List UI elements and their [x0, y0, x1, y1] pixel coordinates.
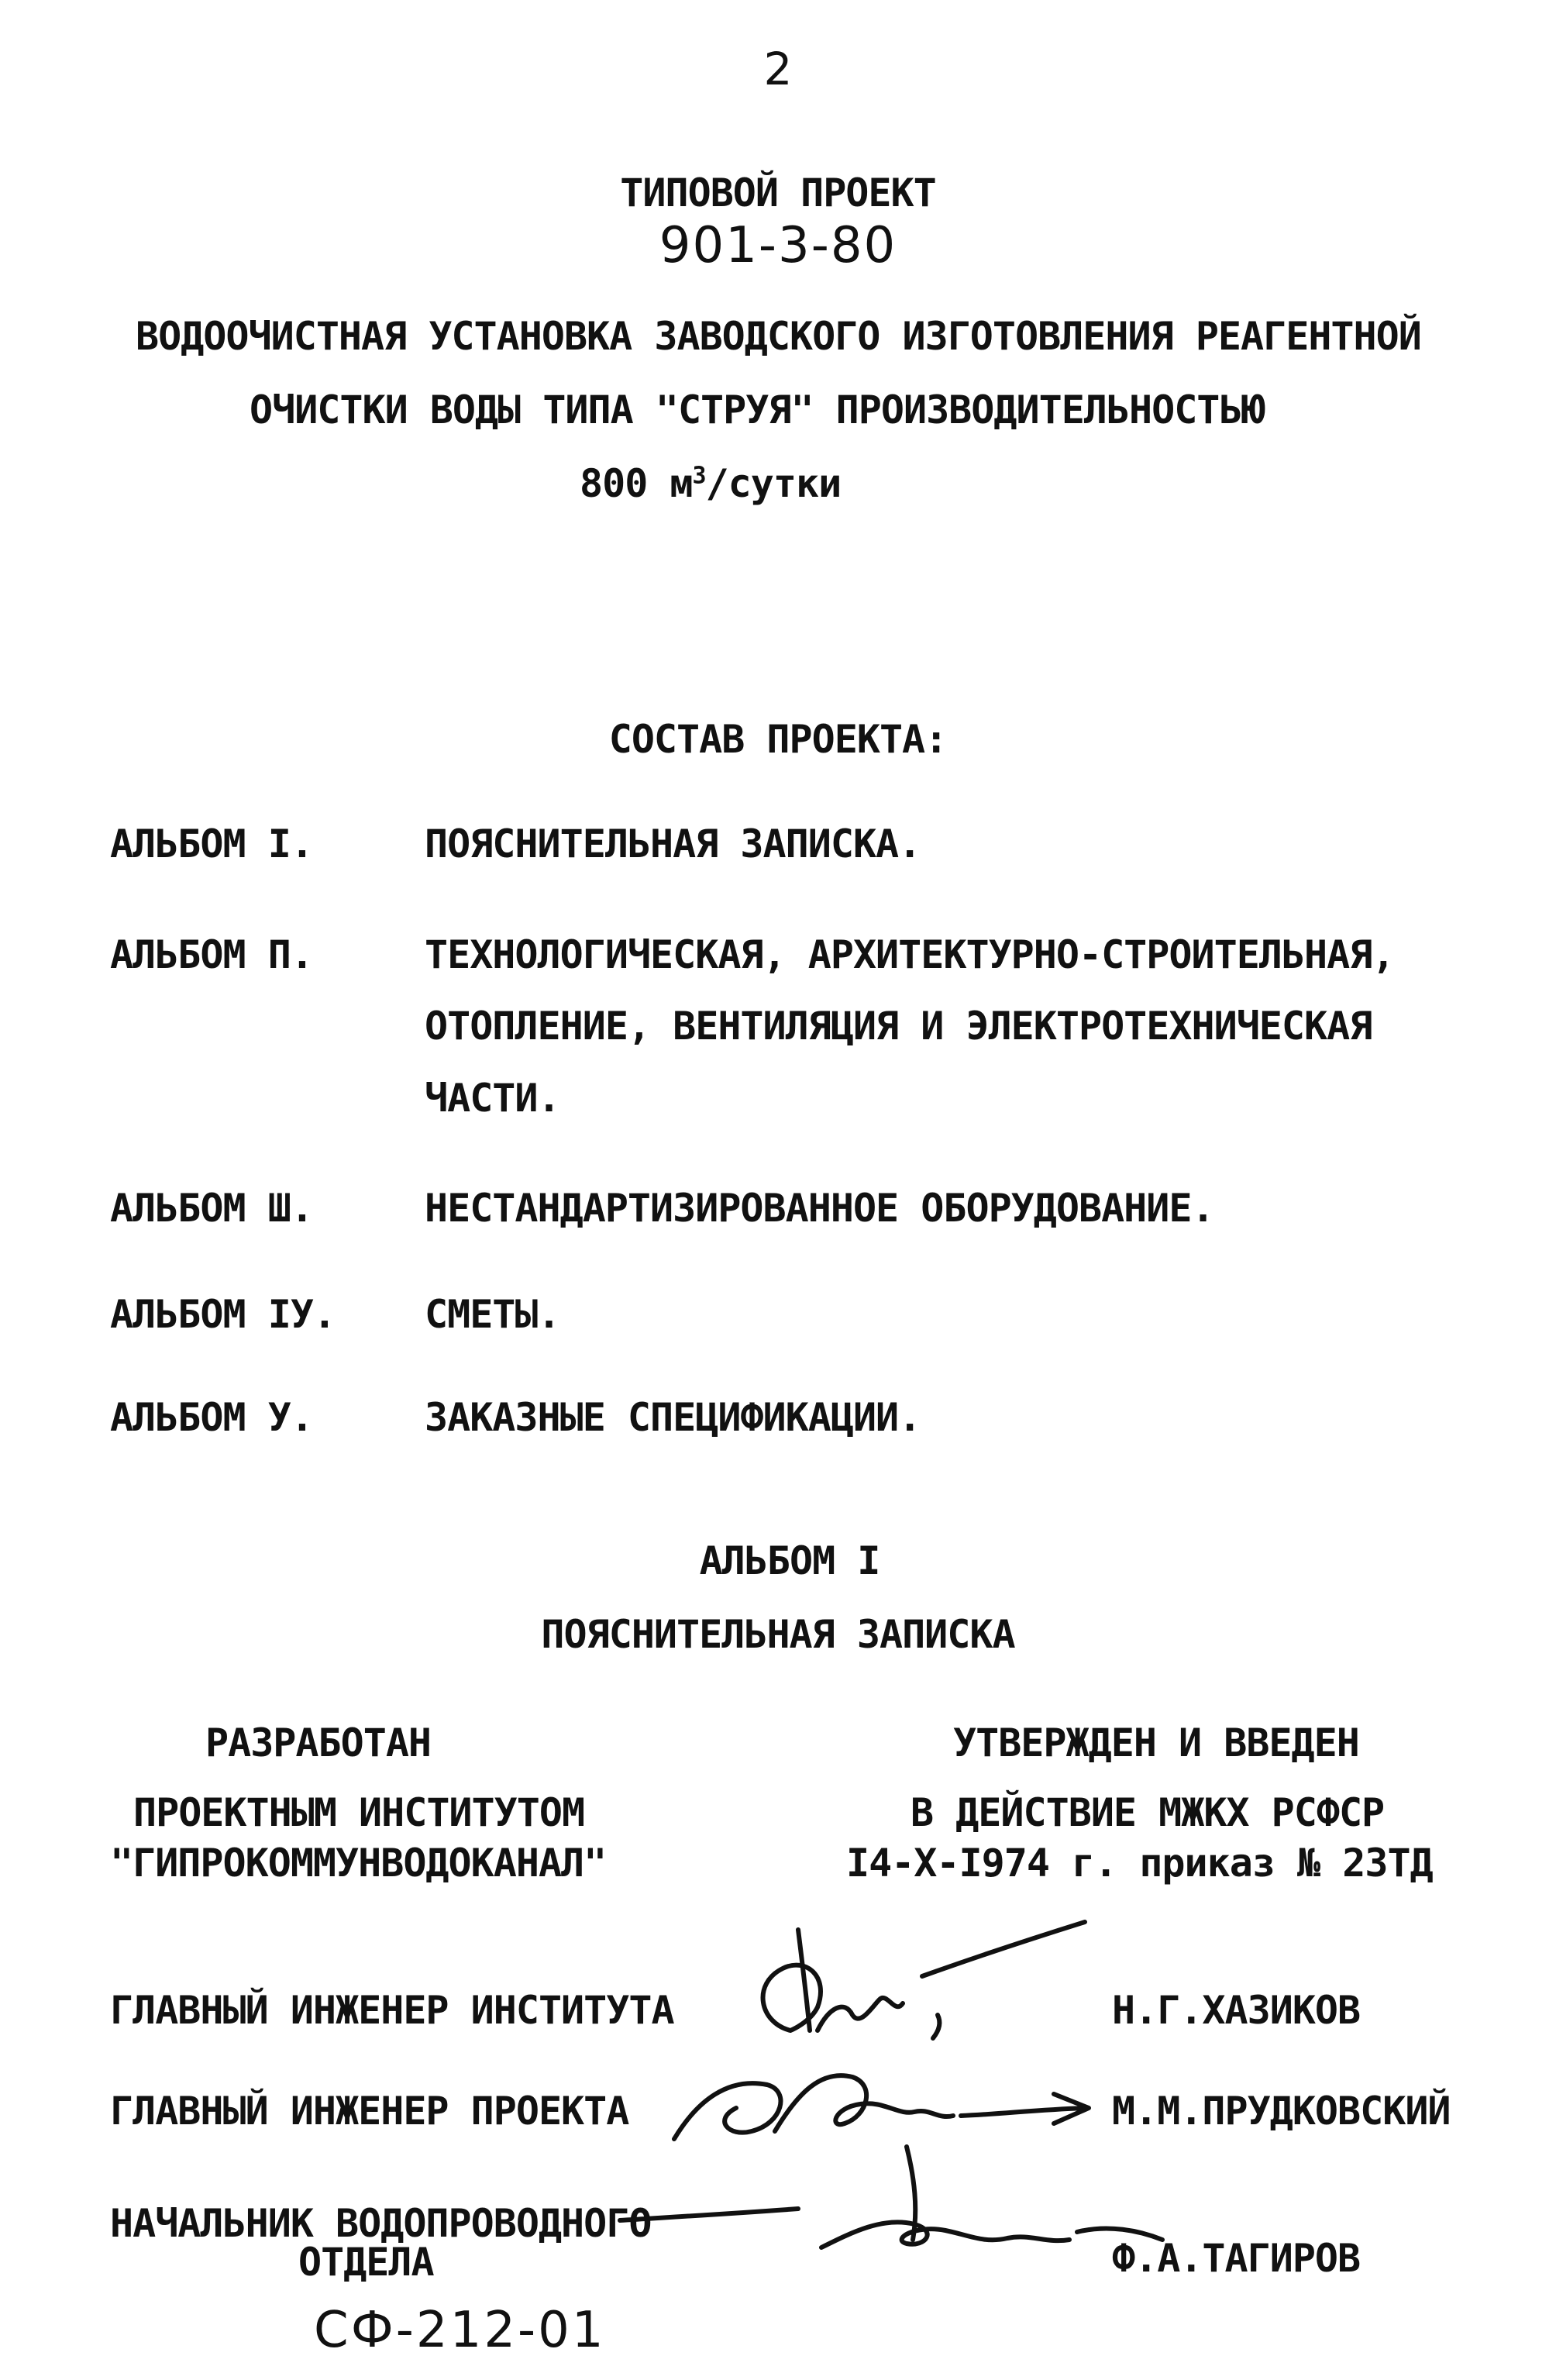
- capacity-unit: /сутки: [705, 461, 842, 506]
- album-3-desc: НЕСТАНДАРТИЗИРОВАННОЕ ОБОРУДОВАНИЕ.: [425, 1186, 1214, 1231]
- approved-authority: В ДЕЙСТВИЕ МЖКХ РСФСР: [911, 1790, 1385, 1835]
- document-type-label: ТИПОВОЙ ПРОЕКТ: [620, 170, 936, 215]
- developed-by-line: ПРОЕКТНЫМ ИНСТИТУТОМ: [133, 1790, 585, 1835]
- current-album-subtitle: ПОЯСНИТЕЛЬНАЯ ЗАПИСКА: [541, 1612, 1015, 1657]
- approval-order: I4-Х-I974 г. приказ № 23ТД: [846, 1841, 1433, 1886]
- developer-organization: "ГИПРОКОММУНВОДОКАНАЛ": [110, 1841, 607, 1886]
- page-number: 2: [763, 43, 793, 95]
- title-line-2: ОЧИСТКИ ВОДЫ ТИПА "СТРУЯ" ПРОИЗВОДИТЕЛЬНОСТЬЮ: [250, 387, 1265, 432]
- developed-label: РАЗРАБОТАН: [205, 1720, 432, 1765]
- capacity-exponent: 3: [692, 462, 706, 490]
- signatory-1-role: ГЛАВНЫЙ ИНЖЕНЕР ИНСТИТУТА: [110, 1988, 674, 2033]
- signatory-3-role-line-2: ОТДЕЛА: [298, 2240, 434, 2285]
- album-4-label: АЛЬБОМ IУ.: [110, 1292, 336, 1337]
- album-1-desc: ПОЯСНИТЕЛЬНАЯ ЗАПИСКА.: [425, 821, 921, 866]
- album-2-desc-line-1: ТЕХНОЛОГИЧЕСКАЯ, АРХИТЕКТУРНО-СТРОИТЕЛЬНАЯ,: [425, 932, 1395, 977]
- album-5-label: АЛЬБОМ У.: [110, 1395, 313, 1440]
- album-4-desc: СМЕТЫ.: [425, 1292, 560, 1337]
- signatory-2-role: ГЛАВНЫЙ ИНЖЕНЕР ПРОЕКТА: [110, 2089, 629, 2134]
- approved-label: УТВЕРЖДЕН И ВВЕДЕН: [953, 1720, 1359, 1765]
- current-album-title: АЛЬБОМ I: [699, 1538, 880, 1583]
- album-5-desc: ЗАКАЗНЫЕ СПЕЦИФИКАЦИИ.: [425, 1395, 921, 1440]
- album-2-desc-line-3: ЧАСТИ.: [425, 1076, 560, 1121]
- album-3-label: АЛЬБОМ Ш.: [110, 1186, 313, 1231]
- album-2-label: АЛЬБОМ П.: [110, 932, 313, 977]
- signatory-2-name: М.М.ПРУДКОВСКИЙ: [1112, 2089, 1451, 2134]
- signatory-3-name: Ф.А.ТАГИРОВ: [1112, 2236, 1361, 2281]
- album-2-desc-line-2: ОТОПЛЕНИЕ, ВЕНТИЛЯЦИЯ И ЭЛЕКТРОТЕХНИЧЕСКАЯ: [425, 1004, 1372, 1049]
- title-line-1: ВОДООЧИСТНАЯ УСТАНОВКА ЗАВОДСКОГО ИЗГОТОВЛЕНИЯ РЕАГЕНТНОЙ: [136, 314, 1421, 359]
- project-code: 901-3-80: [659, 217, 897, 274]
- album-1-label: АЛЬБОМ I.: [110, 821, 313, 866]
- capacity: [580, 461, 841, 506]
- signature-1-image: [744, 1914, 1100, 2046]
- footer-document-code: СФ-212-01: [314, 2302, 606, 2359]
- signatory-3-role-line-1: НАЧАЛЬНИК ВОДОПРОВОДНОГО: [110, 2201, 652, 2246]
- signature-3-image: [620, 2139, 1178, 2271]
- capacity-value: 800 м: [580, 461, 693, 506]
- composition-heading: СОСТАВ ПРОЕКТА:: [608, 717, 948, 762]
- signatory-1-name: Н.Г.ХАЗИКОВ: [1112, 1988, 1361, 2033]
